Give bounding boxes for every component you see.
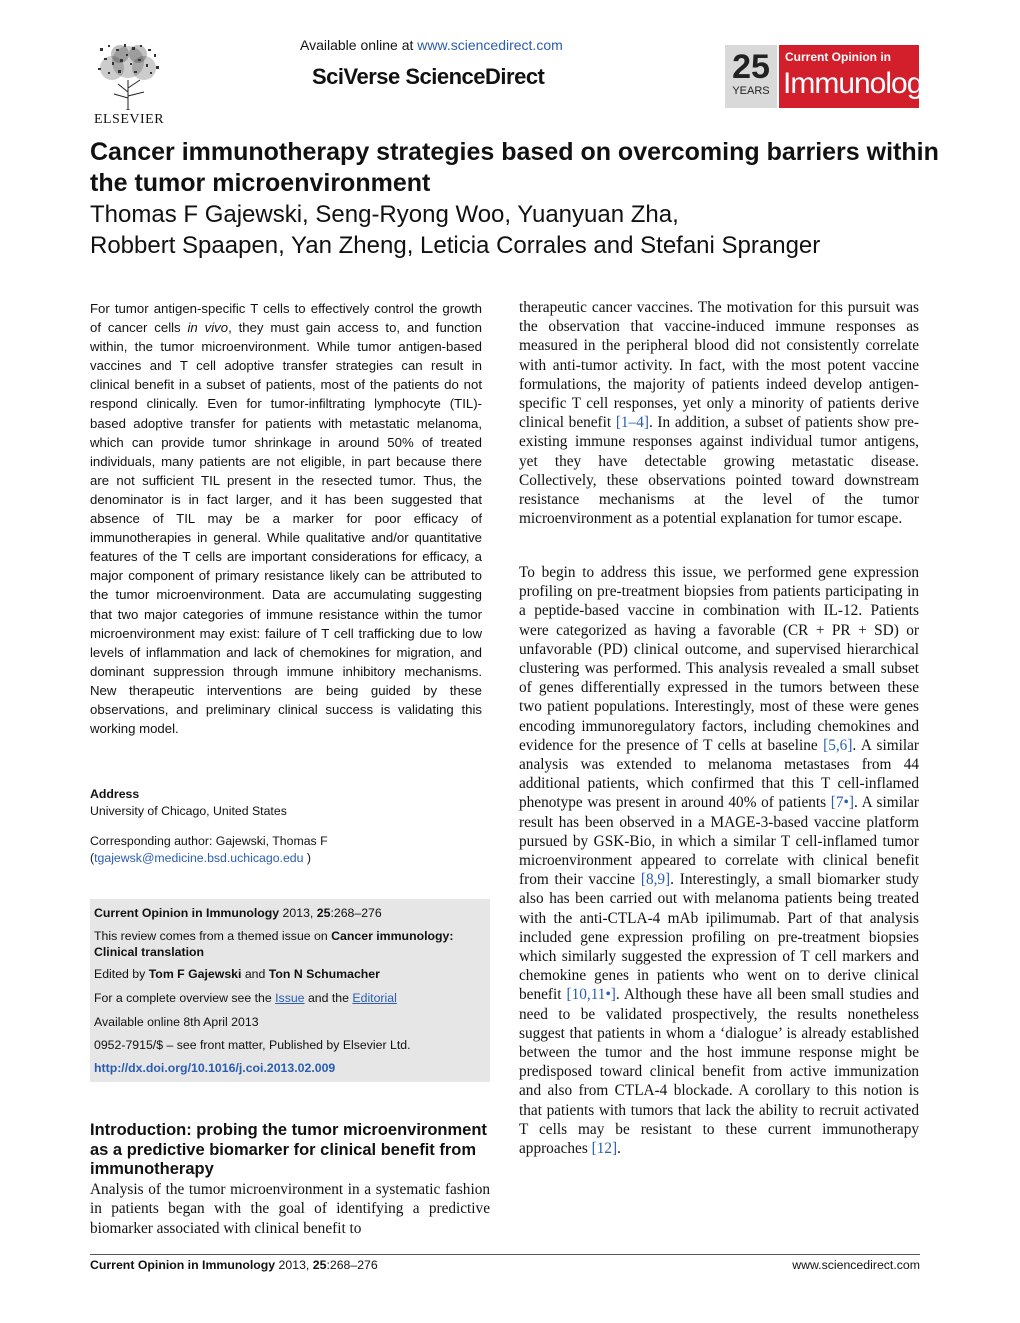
corresponding-author: Corresponding author: Gajewski, Thomas F: [90, 834, 328, 848]
available-date: Available online 8th April 2013: [94, 1015, 259, 1029]
abstract: [90, 299, 482, 738]
email-paren-close: ): [303, 851, 311, 865]
corresponding-email-line: [90, 850, 482, 867]
theme-name-2: Clinical translation: [94, 945, 205, 959]
col2-p2-text-b: . A similar analysis was extended to melanoma metastases from 44 additional patients, which confirmed that this T cell-inflamed phenotype was present in around 40% of patients: [519, 736, 919, 812]
footer-pages: :268–276: [326, 1258, 378, 1272]
editor-2: Ton N Schumacher: [268, 967, 380, 981]
column2-paragraph-2: [519, 563, 919, 1158]
ref-5-6[interactable]: [5,6]: [823, 736, 853, 754]
anniversary-number: 25: [732, 48, 770, 86]
ref-1-4[interactable]: [1–4]: [615, 414, 649, 432]
anniversary-box: [725, 45, 777, 108]
theme-line-2: [94, 944, 486, 960]
abstract-italic: in vivo: [187, 320, 229, 336]
overview-line: [94, 990, 486, 1006]
info-year: 2013,: [279, 906, 317, 920]
abstract-text-1: For tumor antigen-specific T cells to effectively control the growth of cancer cells: [90, 301, 482, 336]
editor-1: Tom F Gajewski: [148, 967, 242, 981]
theme-prefix: This review comes from a themed issue on: [94, 929, 332, 943]
overview-prefix: For a complete overview see the: [94, 991, 276, 1005]
elsevier-tree-icon: [90, 40, 166, 110]
ref-7[interactable]: [7•]: [830, 794, 854, 812]
col2-p1-text-a: therapeutic cancer vaccines. The motivation for this pursuit was the observation that vaccine-induced immune responses as measured in the peripheral blood did not consistently correlate with anti-tumor activity. In fact, with the most potent vaccine formulations, the majority of patients indeed develop antigen-specific T cell responses, yet only a minority of patients derive clinical benefit: [519, 299, 919, 432]
col2-p2-text-c: . A similar result has been observed in a MAGE-3-based vaccine platform pursued by GSK-Bio, in which a similar T cell-inflamed tumor microenvironment appeared to correlate with clinical benefit from their vaccine: [519, 794, 919, 889]
available-online: [300, 37, 600, 53]
ref-10-11[interactable]: [10,11•]: [566, 986, 616, 1004]
col2-p2-text-d: . Interestingly, a small biomarker study also has been carried out with melanoma patients being treated with the anti-CTLA-4 mAb ipilimumab. Part of that analysis included gene expression profiling on pre-treatment biopsies which similarly suggested the expression of T cell markers and chemokine genes in patients who went on to derive clinical benefit: [519, 871, 919, 1004]
footer-year: 2013,: [275, 1258, 313, 1272]
footer-journal: Current Opinion in Immunology: [90, 1258, 276, 1272]
col2-p2-text-e: . Although these have all been small studies and need to be validated prospectively, the results nonetheless suggest that patients in whom a ‘dialogue’ is already established between the tumor and the host immune response might be predisposed toward clinical benefit from active immunization and also from CTLA-4 blockade. A corollary to this notion is that patients with tumors that lack the ability to recruit activated T cells may be resistant to these current immunotherapy approaches: [519, 986, 920, 1158]
authors-line-1: Thomas F Gajewski, Seng-Ryong Woo, Yuanyuan Zha,: [90, 201, 679, 228]
info-pages: :268–276: [330, 906, 382, 920]
edited-prefix: Edited by: [94, 967, 149, 981]
abstract-text-2: , they must gain access to, and function within, the tumor microenvironment. While tumor antigen-based vaccines and T cell adoptive transfer strategies can result in clinical benefit in a subset of patients, most of the patients do not respond clinically. Even for tumor-infiltrating lymphocyte (TIL)-based adoptive transfer for patients with metastatic melanoma, which can provide tumor shrinkage in around 50% of treated individuals, many patients are not eligible, in part because there are not sufficient TIL present in the resected tumor. Thus, the denominator is in fact larger, and it has been suggested that absence of TIL may be a marker for poor efficacy of immunotherapies in general. While qualitative and/or quantitative features of the T cells are important considerations for efficacy, a major component of primary resistance likely can be attributed to the tumor microenvironment. Data are accumulating suggesting that two major categories of immune resistance within the tumor microenvironment may exist: failure of T cell trafficking due to low levels of inflammation and lack of chemokines for migration, and dominant suppression through immune inhibitory mechanisms. New therapeutic interventions are being guided by these observations, and preliminary clinical success is validating this working model.: [90, 320, 482, 737]
info-journal: Current Opinion in Immunology: [94, 906, 280, 920]
info-volume: 25: [316, 906, 331, 920]
article-info-box: [90, 899, 490, 1082]
col2-p2-text-f: .: [617, 1140, 621, 1158]
footer-citation: [90, 1258, 378, 1272]
available-online-prefix: Available online at: [300, 37, 418, 53]
footer-volume: 25: [312, 1258, 327, 1272]
journal-badge: [725, 45, 937, 108]
theme-name-1: Cancer immunology:: [331, 929, 454, 943]
address-affiliation: University of Chicago, United States: [90, 804, 287, 818]
corresponding-email-link[interactable]: tgajewsk@medicine.bsd.uchicago.edu: [94, 851, 304, 865]
issue-link[interactable]: Issue: [275, 991, 305, 1005]
doi-link[interactable]: http://dx.doi.org/10.1016/j.coi.2013.02.009: [94, 1061, 336, 1075]
article-title: Cancer immunotherapy strategies based on overcoming barriers within the tumor microenvironment: [90, 138, 939, 197]
ref-12[interactable]: [12]: [591, 1140, 618, 1158]
author-list: [90, 199, 950, 261]
address-block: [90, 786, 482, 820]
col2-p2-text-a: To begin to address this issue, we performed gene expression profiling on pre-treatment biopsies from patients participating in a peptide-based vaccine in combination with IL-12. Patients were categorized as having a favorable (CR + PR + SD) or unfavorable (PD) clinical outcome, and supervised hierarchical clustering was performed. This analysis revealed a small subset of genes differentially expressed in the tumors between these two patient populations. Interestingly, most of these were genes encoding immunoregulatory factors, including chemokines and evidence for the presence of T cells at baseline: [519, 564, 919, 754]
footer-url[interactable]: www.sciencedirect.com: [792, 1258, 920, 1272]
journal-name-box: [779, 45, 937, 108]
ref-8-9[interactable]: [8,9]: [640, 871, 671, 889]
issn-line: 0952-7915/$ – see front matter, Published by Elsevier Ltd.: [94, 1038, 411, 1052]
publisher-name: ELSEVIER: [93, 112, 165, 127]
theme-line: [94, 928, 486, 944]
authors-line-2: Robbert Spaapen, Yan Zheng, Leticia Corrales and Stefani Spranger: [90, 232, 821, 259]
edited-and: and: [241, 967, 269, 981]
sciencedirect-link[interactable]: www.sciencedirect.com: [417, 37, 563, 53]
introduction-body: Analysis of the tumor microenvironment in a systematic fashion in patients began with the goal of identifying a predictive biomarker associated with clinical benefit to: [90, 1181, 490, 1237]
correspondence-block: [90, 833, 482, 867]
elsevier-logo: [88, 40, 170, 128]
introduction-heading: Introduction: probing the tumor microenvironment as a predictive biomarker for clinical benefit from immunotherapy: [90, 1121, 487, 1178]
email-paren-open: (: [90, 851, 95, 865]
column2-paragraph-1: [519, 298, 919, 528]
editors-line: [94, 966, 486, 982]
footer-divider: [90, 1254, 920, 1255]
editorial-link[interactable]: Editorial: [352, 991, 397, 1005]
journal-series: Current Opinion in: [785, 50, 891, 64]
platform-name: SciVerse ScienceDirect: [312, 64, 545, 89]
address-heading: Address: [90, 787, 140, 801]
anniversary-label: YEARS: [732, 85, 770, 97]
overview-and: and the: [304, 991, 353, 1005]
journal-name: Immunology: [783, 67, 937, 100]
col2-p1-text-b: . In addition, a subset of patients show pre-existing immune responses against individual tumor antigens, yet they have detectable growing metastatic disease. Collectively, these observations pointed toward downstream resistance mechanisms at the level of the tumor microenvironment as a potential explanation for tumor escape.: [519, 414, 919, 528]
citation-line: [94, 905, 486, 921]
